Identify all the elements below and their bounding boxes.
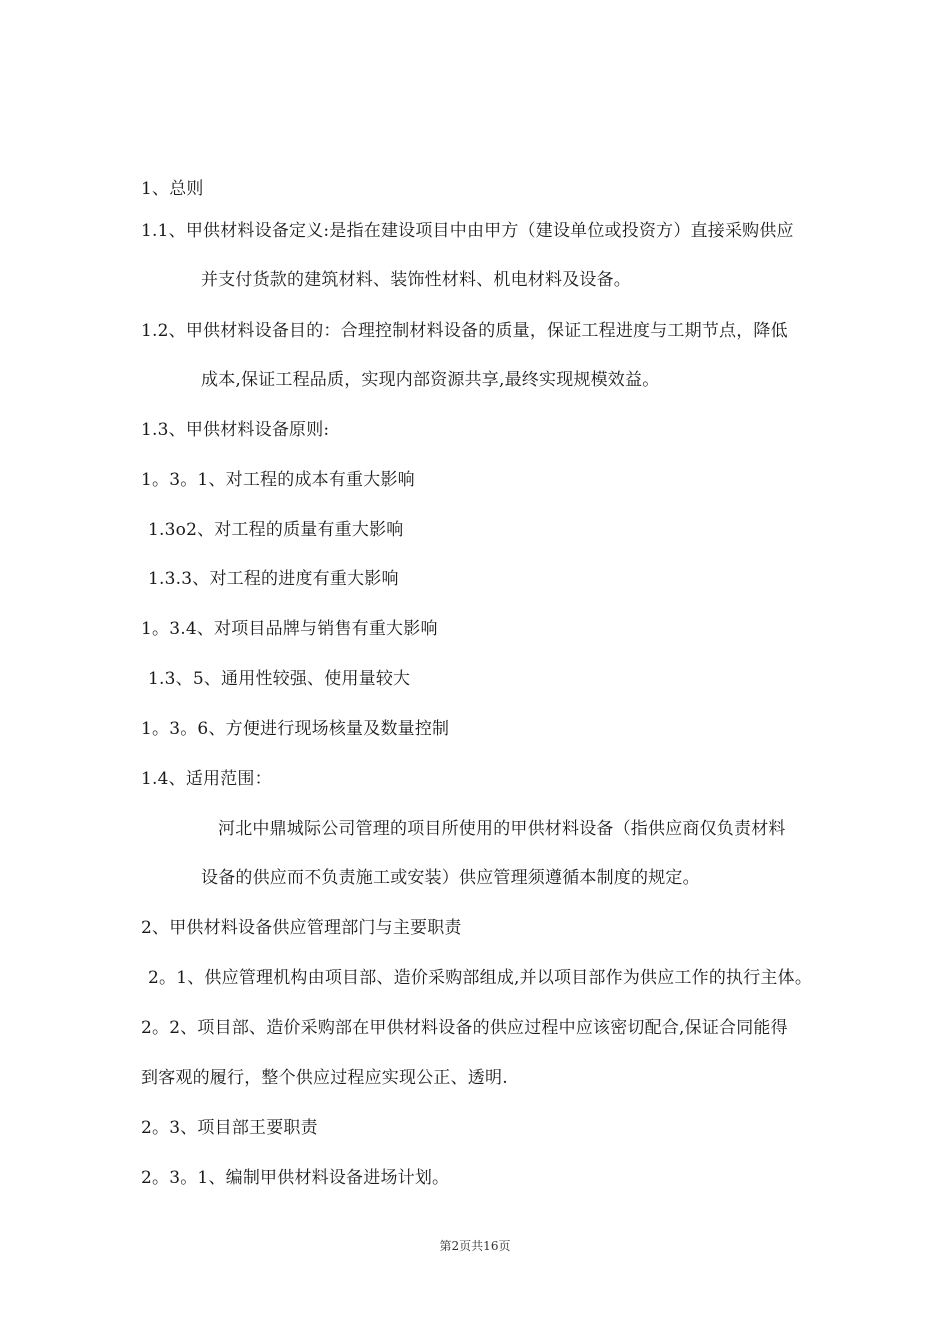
- clause-2-3-1: 2。3。1、编制甲供材料设备进场计划。: [141, 1168, 450, 1188]
- clause-1-4-body-continued: 设备的供应而不负责施工或安装）供应管理须遵循本制度的规定。: [201, 868, 700, 888]
- clause-1-4: 1.4、适用范围：: [141, 769, 272, 789]
- section-heading-1: 1、总则: [141, 179, 204, 199]
- clause-1-1: 1.1、甲供材料设备定义:是指在建设项目中由甲方（建设单位或投资方）直接采购供应: [141, 221, 794, 241]
- clause-1-3-6: 1。3。6、方便进行现场核量及数量控制: [141, 719, 450, 739]
- clause-1-3-1: 1。3。1、对工程的成本有重大影响: [141, 470, 415, 490]
- clause-1-3: 1.3、甲供材料设备原则:: [141, 420, 330, 440]
- clause-2-2: 2。2、项目部、造价采购部在甲供材料设备的供应过程中应该密切配合,保证合同能得: [141, 1018, 788, 1038]
- page-number-footer: 第2页共16页: [439, 1239, 511, 1253]
- clause-2-3: 2。3、项目部王要职责: [141, 1118, 318, 1138]
- section-heading-2: 2、甲供材料设备供应管理部门与主要职责: [141, 918, 462, 938]
- clause-2-2-continued: 到客观的履行，整个供应过程应实现公正、透明.: [141, 1068, 508, 1088]
- clause-1-3-3: 1.3.3、对工程的进度有重大影响: [148, 569, 399, 589]
- clause-1-3-4: 1。3.4、对项目品牌与销售有重大影响: [141, 619, 438, 639]
- clause-1-2-continued: 成本,保证工程品质，实现内部资源共享,最终实现规模效益。: [201, 370, 660, 390]
- clause-1-3-2: 1.3o2、对工程的质量有重大影响: [148, 520, 404, 540]
- clause-1-3-5: 1.3、5、通用性较强、使用量较大: [148, 669, 411, 689]
- clause-1-2: 1.2、甲供材料设备目的：合理控制材料设备的质量，保证工程进度与工期节点，降低: [141, 321, 788, 341]
- clause-2-1: 2。1、供应管理机构由项目部、造价采购部组成,并以项目部作为供应工作的执行主体。: [148, 968, 813, 988]
- clause-1-4-body: 河北中鼎城际公司管理的项目所使用的甲供材料设备（指供应商仅负责材料: [218, 819, 786, 839]
- clause-1-1-continued: 并支付货款的建筑材料、装饰性材料、机电材料及设备。: [201, 270, 631, 290]
